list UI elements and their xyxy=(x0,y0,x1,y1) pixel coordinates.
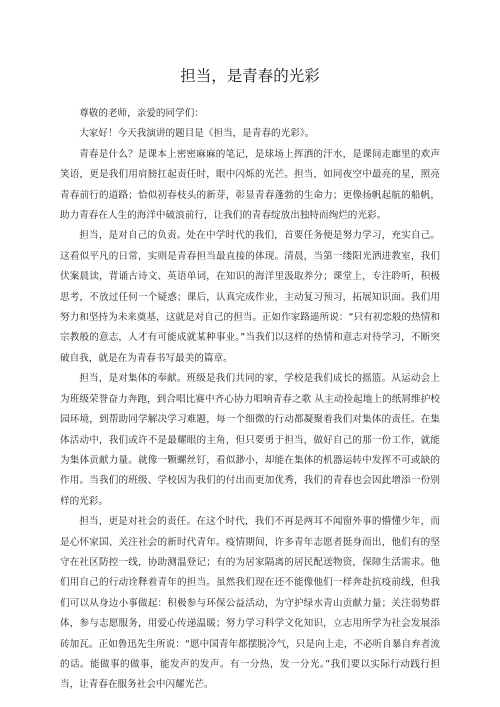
paragraph-greeting: 大家好！今天我演讲的题目是《担当，是青春的光彩》。 xyxy=(79,128,315,140)
paragraph-collective-dedication: 担当，是对集体的奉献。班级是我们共同的家，学校是我们成长的摇篮。从运动会上为班级荣誉奋力奔跑，到合唱比赛中齐心协力唱响青春之歌 从主动捡起地上的纸屑维护校园环境，到帮助同学解决学习难题，每一个细微的行动都凝聚着我们对集体的责任。在集体活动中，我们或许不是最耀眼的主角，但只要勇于担当，做好自己的那一份工作，就能为集体贡献力量。就像一颗螺丝钉，看似渺小，却能在集体的机器运转中发挥不可或缺的作用。当我们的班级、学校因为我们的付出而更加优秀，我们的青春也会因此增添一份别样的光彩。 xyxy=(60,373,440,507)
salutation: 尊敬的老师，亲爱的同学们： xyxy=(79,108,204,119)
document-title: 担当，是青春的光彩 xyxy=(180,67,320,85)
paragraph-social-responsibility: 担当，更是对社会的责任。在这个时代，我们不再是两耳不闻窗外事的懵懂少年，而是心怀家国、关注社会的新时代青年。疫情期间，许多青年志愿者挺身而出，他们有的坚守在社区防控一线，协助测温登记；有的为居家隔离的居民配送物资，保障生活需求。他们用自己的行动诠释着青年的担当。虽然我们现在还不能像他们一样奔赴抗疫前线，但我们可以从身边小事做起：积极参与环保公益活动，为守护绿水青山贡献力量；关注弱势群体，参与志愿服务，用爱心传递温暖；努力学习科学文化知识，立志用所学为社会发展添砖加瓦。正如鲁迅先生所说：“愿中国青年都摆脱冷气，只是向上走，不必听自暴自弃者流的话。能做事的做事，能发声的发声。有一分热，发一分光。”我们要以实际行动践行担当，让青春在服务社会中闪耀光芒。 xyxy=(60,516,440,691)
paragraph-self-responsibility: 担当，是对自己的负责。处在中学时代的我们，首要任务便是努力学习，充实自己。这看似平凡的日常，实则是青春担当最直接的体现。清晨，当第一缕阳光洒进教室，我们伏案晨读，背诵古诗文、英语单词，在知识的海洋里汲取养分；课堂上，专注聆听，积极思考，不放过任何一个疑惑；课后，认真完成作业，主动复习预习，拓展知识面。我们用努力和坚持为未来奠基，这就是对自己的担当。正如作家路遥所说：“只有初恋般的热情和宗教般的意志，人才有可能成就某种事业。”当我们以这样的热情和意志对待学习，不断突破自我，就是在为青春书写最美的篇章。 xyxy=(60,230,440,364)
paragraph-intro: 青春是什么？是课本上密密麻麻的笔记，是球场上挥洒的汗水，是课间走廊里的欢声笑语，更是我们用肩膀扛起责任时，眼中闪烁的光芒。担当，如同夜空中最亮的星，照亮青春前行的道路；恰似初春枝头的新芽，彰显青春蓬勃的生命力；更像扬帆起航的船帆，助力青春在人生的海洋中破浪前行，让我们的青春绽放出独特而绚烂的光彩。 xyxy=(60,148,440,222)
